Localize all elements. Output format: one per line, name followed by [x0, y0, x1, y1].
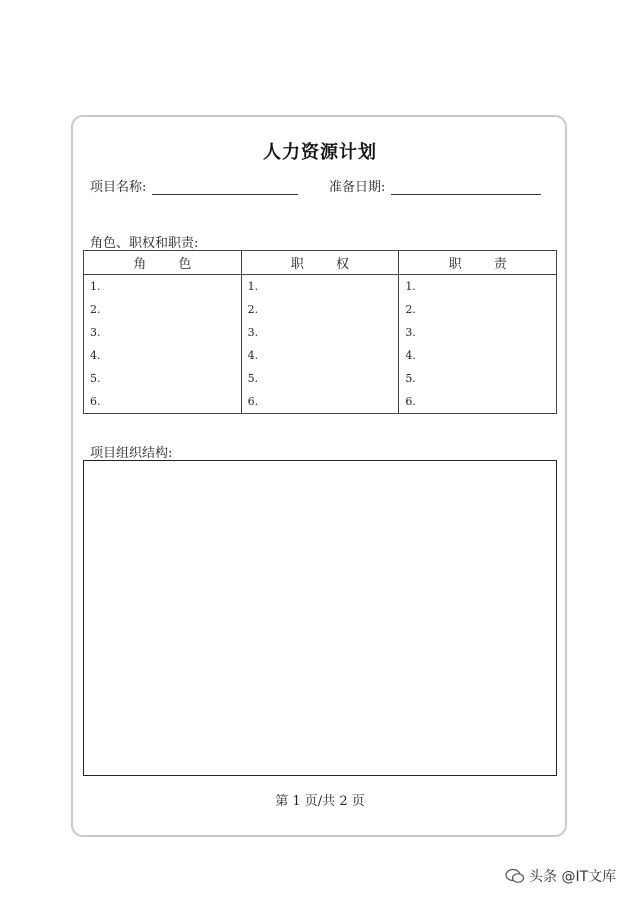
table-cell: 2.: [241, 298, 399, 321]
document-title: 人力资源计划: [263, 142, 377, 163]
chat-bubble-icon: [505, 868, 525, 884]
roles-section-label: 角色、职权和职责:: [90, 236, 199, 251]
table-cell: 2.: [84, 298, 242, 321]
page-footer: 第 1 页/共 2 页: [275, 794, 365, 809]
table-cell: 4.: [84, 344, 242, 367]
table-cell: 3.: [84, 321, 242, 344]
table-cell: 5.: [241, 367, 399, 390]
table-row: [84, 275, 557, 299]
project-name-line: [152, 180, 298, 195]
table-cell: 4.: [241, 344, 399, 367]
prep-date-field: [329, 176, 541, 195]
table-cell: 4.: [399, 344, 557, 367]
roles-table: [83, 250, 557, 414]
table-cell: 5.: [399, 367, 557, 390]
header-responsibility: 职 责: [399, 251, 557, 275]
table-cell: 5.: [84, 367, 242, 390]
table-cell: 1.: [399, 275, 557, 299]
watermark: [505, 866, 616, 886]
org-structure-box: [83, 460, 557, 776]
table-cell: 1.: [84, 275, 242, 299]
table-cell: 2.: [399, 298, 557, 321]
table-row: [84, 298, 557, 321]
table-cell: 3.: [241, 321, 399, 344]
prep-date-line: [391, 180, 541, 195]
header-authority: 职 权: [241, 251, 399, 275]
org-section-label: 项目组织结构:: [90, 446, 173, 461]
table-row: [84, 367, 557, 390]
project-name-field: [90, 176, 298, 195]
roles-table-header: [84, 251, 557, 275]
prep-date-label: 准备日期:: [329, 180, 386, 195]
table-cell: 6.: [399, 390, 557, 414]
watermark-text: 头条 @IT文库: [529, 869, 617, 885]
project-name-label: 项目名称:: [90, 180, 147, 195]
table-cell: 6.: [241, 390, 399, 414]
table-row: [84, 344, 557, 367]
table-row: [84, 390, 557, 414]
table-cell: 1.: [241, 275, 399, 299]
table-cell: 6.: [84, 390, 242, 414]
table-row: [84, 321, 557, 344]
table-cell: 3.: [399, 321, 557, 344]
header-role: 角 色: [84, 251, 242, 275]
